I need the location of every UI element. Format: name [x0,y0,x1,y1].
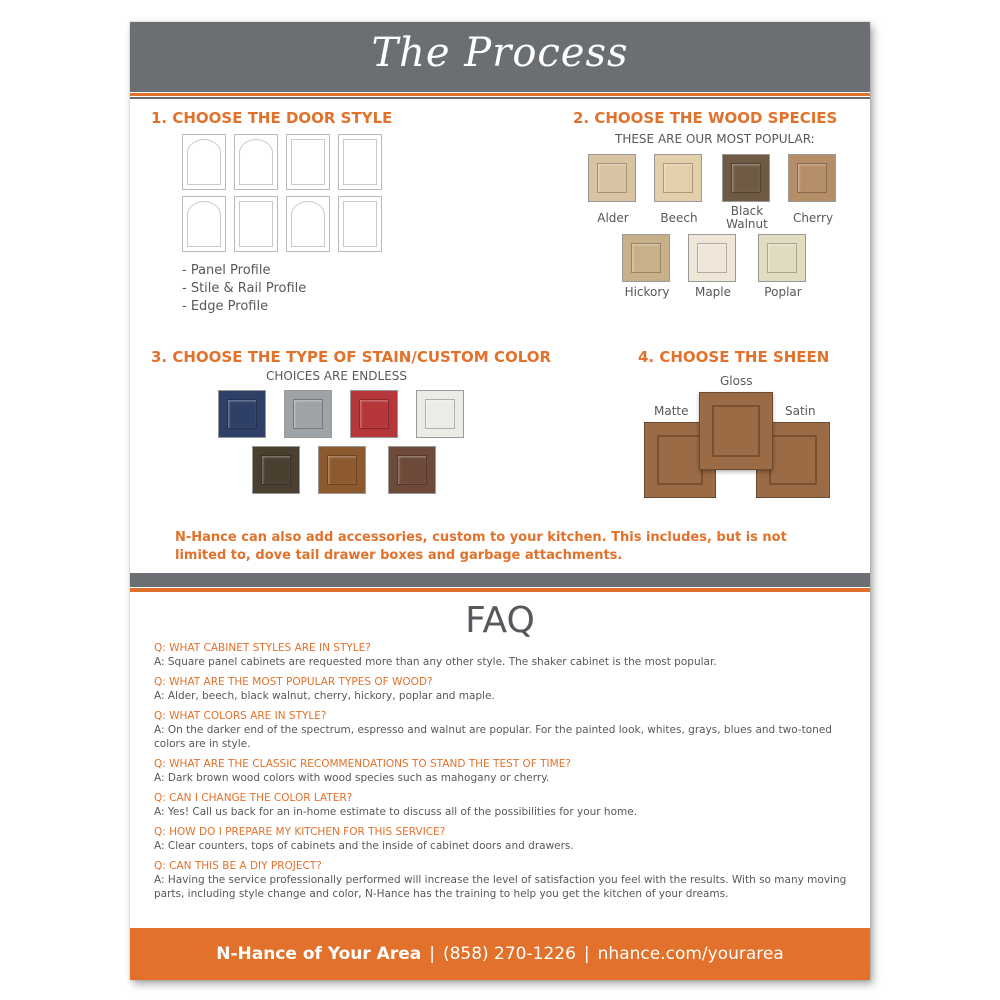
stain-swatch-white[interactable] [416,390,464,438]
bullet-edge-profile: - Edge Profile [182,299,269,314]
footer-separator: | [583,944,590,964]
wood-swatch-black-walnut[interactable] [722,154,770,202]
stain-swatch-navy[interactable] [218,390,266,438]
faq-item [154,791,854,819]
divider-orange-stripe [130,588,870,592]
door-style-8[interactable] [338,196,382,252]
faq-title: FAQ [465,600,535,641]
faq-question: Q: WHAT ARE THE MOST POPULAR TYPES OF WOOD? [154,676,433,688]
wood-label-beech: Beech [660,211,698,225]
faq-item [154,641,854,669]
step2-subheading: THESE ARE OUR MOST POPULAR: [615,132,815,146]
door-profile-list [182,262,306,316]
faq-list [154,641,854,907]
bullet-panel-profile: - Panel Profile [182,263,271,278]
wood-label-black-walnut: Black Walnut [726,204,768,231]
step3-subheading: CHOICES ARE ENDLESS [266,369,408,383]
faq-item [154,675,854,703]
faq-answer: A: Clear counters, tops of cabinets and the inside of cabinet doors and drawers. [154,840,574,852]
accessories-note: N-Hance can also add accessories, custom to your kitchen. This includes, but is not limited to, dove tail drawer boxes and garbage attachments. [175,530,787,563]
stain-swatch-gray[interactable] [284,390,332,438]
footer-phone[interactable]: (858) 270-1226 [442,944,576,964]
footer-company: N-Hance of Your Area [216,944,422,964]
faq-item [154,757,854,785]
faq-item [154,825,854,853]
door-style-6[interactable] [234,196,278,252]
door-style-3[interactable] [286,134,330,190]
faq-question: Q: WHAT ARE THE CLASSIC RECOMMENDATIONS TO STAND THE TEST OF TIME? [154,758,571,770]
wood-swatch-beech[interactable] [654,154,702,202]
wood-swatch-cherry[interactable] [788,154,836,202]
door-style-1[interactable] [182,134,226,190]
flyer-page [130,22,870,980]
sheen-label-matte: Matte [654,404,689,418]
bullet-stile-rail-profile: - Stile & Rail Profile [182,281,307,296]
door-style-4[interactable] [338,134,382,190]
faq-answer: A: Dark brown wood colors with wood species such as mahogany or cherry. [154,772,550,784]
faq-answer: A: Alder, beech, black walnut, cherry, hickory, poplar and maple. [154,690,495,702]
page-title: The Process [371,30,629,76]
faq-answer: A: Yes! Call us back for an in-home estimate to discuss all of the possibilities for your home. [154,806,638,818]
step3-heading: 3. CHOOSE THE TYPE OF STAIN/CUSTOM COLOR [151,348,552,366]
faq-question: Q: WHAT CABINET STYLES ARE IN STYLE? [154,642,371,654]
stain-swatch-chestnut[interactable] [318,446,366,494]
door-style-2[interactable] [234,134,278,190]
footer-separator: | [429,944,435,964]
sheen-sample-gloss[interactable] [699,392,773,470]
wood-label-alder: Alder [597,211,629,225]
wood-swatch-hickory[interactable] [622,234,670,282]
header-orange-stripe [130,93,870,96]
step4-heading: 4. CHOOSE THE SHEEN [638,348,830,366]
stain-swatch-espresso[interactable] [252,446,300,494]
sheen-label-gloss: Gloss [720,374,753,388]
sheen-label-satin: Satin [785,404,816,418]
wood-swatch-poplar[interactable] [758,234,806,282]
divider-gray-band [130,573,870,587]
faq-answer: A: Having the service professionally performed will increase the level of satisfaction you feel with the results. With so many moving parts, including style change and color, N-Hance has the training to help you get the kitchen of your dreams. [154,874,847,900]
wood-label-poplar: Poplar [764,285,802,299]
footer-bar [130,928,870,980]
faq-question: Q: WHAT COLORS ARE IN STYLE? [154,710,327,722]
faq-question: Q: CAN THIS BE A DIY PROJECT? [154,860,322,872]
stain-swatch-red[interactable] [350,390,398,438]
faq-item [154,859,854,901]
door-style-5[interactable] [182,196,226,252]
header-gray-stripe [130,97,870,99]
faq-question: Q: CAN I CHANGE THE COLOR LATER? [154,792,353,804]
wood-label-hickory: Hickory [624,285,670,299]
wood-swatch-maple[interactable] [688,234,736,282]
footer-website-link[interactable]: nhance.com/yourarea [597,944,784,964]
faq-answer: A: On the darker end of the spectrum, espresso and walnut are popular. For the painted look, whites, grays, blues and two-toned colors are in style. [154,724,832,750]
stain-swatch-walnut[interactable] [388,446,436,494]
wood-label-cherry: Cherry [792,211,834,225]
wood-label-maple: Maple [694,285,732,299]
faq-answer: A: Square panel cabinets are requested more than any other style. The shaker cabinet is the most popular. [154,656,717,668]
wood-swatch-alder[interactable] [588,154,636,202]
faq-question: Q: HOW DO I PREPARE MY KITCHEN FOR THIS SERVICE? [154,826,446,838]
faq-item [154,709,854,751]
step1-heading: 1. CHOOSE THE DOOR STYLE [151,109,393,127]
door-style-7[interactable] [286,196,330,252]
step2-heading: 2. CHOOSE THE WOOD SPECIES [573,109,838,127]
